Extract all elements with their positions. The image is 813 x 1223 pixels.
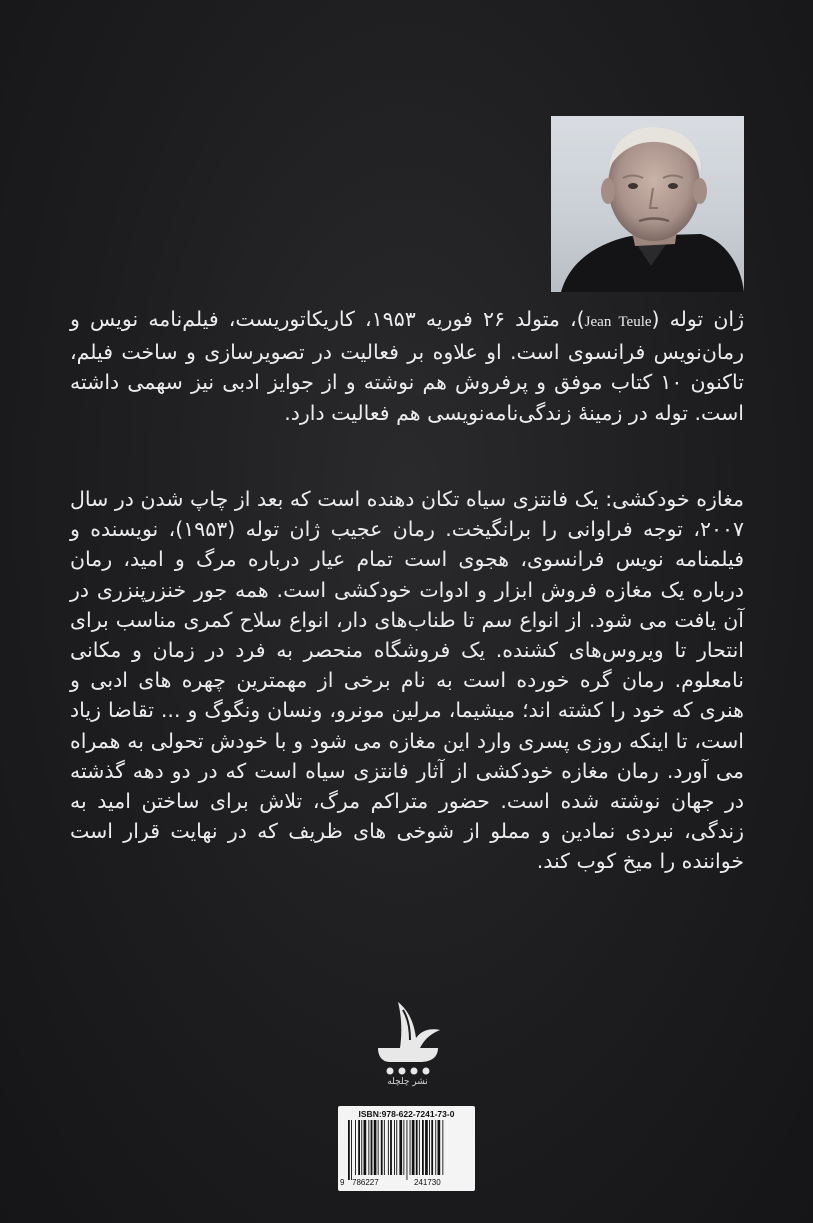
- barcode-bar: [364, 1120, 367, 1175]
- barcode-bar: [374, 1120, 377, 1175]
- barcode-bar: [410, 1120, 411, 1175]
- barcode-bar: [438, 1120, 441, 1175]
- swallow-bird-logo-icon: [370, 1000, 445, 1078]
- barcode-bar: [403, 1120, 404, 1175]
- barcode-bar: [388, 1120, 389, 1175]
- barcode-bar: [396, 1120, 397, 1175]
- barcode-bar: [422, 1120, 424, 1175]
- publisher-name: نشر چلچله: [387, 1077, 428, 1087]
- barcode-bar: [378, 1120, 379, 1175]
- barcode-bar: [442, 1120, 443, 1175]
- barcode-bar: [371, 1120, 373, 1175]
- barcode-bar: [412, 1120, 415, 1175]
- bio-text-rest: )، متولد ۲۶ فوریه ۱۹۵۳، کاریکاتوریست، فیلم‌نامه نویس و رمان‌نویس فرانسوی است. او علاوه بر فعالیت در تصویرسازی و ساخت فیلم، تاکنون ۱۰ کتاب موفق و پرفروش هم نوشته و از جوایز ادبی نیز سهمی داشته است. توله در زمینهٔ زندگی‌نامه‌نویسی هم فعالیت دارد.: [70, 307, 744, 425]
- barcode-group-left: 786227: [352, 1178, 379, 1187]
- barcode-bar: [368, 1120, 369, 1175]
- barcode-bar: [381, 1120, 383, 1175]
- barcode-bar: [407, 1120, 408, 1180]
- author-photo: [551, 116, 744, 292]
- bio-text-start: ژان توله (: [651, 307, 744, 331]
- barcode-bar: [419, 1120, 420, 1175]
- author-portrait-image: [551, 116, 744, 292]
- barcode-bar: [348, 1120, 350, 1180]
- barcode-group-right: 241730: [414, 1178, 441, 1187]
- barcode-icon: [344, 1120, 469, 1180]
- isbn-label: ISBN:978-622-7241-73-0: [358, 1109, 455, 1119]
- barcode-bar: [390, 1120, 392, 1175]
- book-description: مغازه خودکشی: یک فانتزی سیاه تکان دهنده است که بعد از چاپ شدن در سال ۲۰۰۷، توجه فراوانی را برانگیخت. رمان عجیب ژان توله (۱۹۵۳)، نویسنده و فیلمنامه نویس فرانسوی، هجوی است تمام عیار درباره مرگ و امید، رمان درباره یک مغازه فروش ابزار و ادوات خودکشی است. همه جور خنزرپنزری در آن یافت می شود. از انواع سم تا طناب‌های دار، انواع سلاح کمری مناسب برای انتحار تا ویروس‌های کشنده. یک فروشگاه منحصر به فرد در زمان و مکانی نامعلوم. رمان گره خورده است به نام برخی از مهمترین چهره های ادبی و هنری که خود را کشته اند؛ میشیما، مرلین مونرو، ونسان ونگوگ و ... تقاضا زیاد است، تا اینکه روزی پسری وارد این مغازه می شود و با خودش تحولی به همراه می آورد. رمان مغازه خودکشی از آثار فانتزی سیاه است که در دو دهه گذشته در جهان نوشته شده است. حضور متراکم مرگ، تلاش برای ساختن امید به زندگی، نبردی نمادین و مملو از شوخی های ظریف که در نهایت قرار است خواننده را میخ کوب کند.: [70, 487, 744, 874]
- author-latin-name: Jean Teule: [584, 314, 652, 330]
- barcode-bar: [394, 1120, 395, 1175]
- author-biography: [70, 304, 744, 428]
- barcode-bar: [431, 1120, 433, 1175]
- barcode-bar: [399, 1120, 402, 1175]
- barcode-bar: [361, 1120, 362, 1175]
- barcode-bar: [425, 1120, 428, 1175]
- barcode-bar: [416, 1120, 418, 1175]
- barcode-bar: [351, 1120, 352, 1180]
- barcode-bar: [358, 1120, 360, 1175]
- barcode-panel: [338, 1106, 475, 1191]
- barcode-bar: [435, 1120, 436, 1175]
- barcode-bar: [429, 1120, 430, 1175]
- barcode-bar: [355, 1120, 356, 1175]
- barcode-digit-first: 9: [340, 1178, 345, 1187]
- barcode-bar: [384, 1120, 385, 1175]
